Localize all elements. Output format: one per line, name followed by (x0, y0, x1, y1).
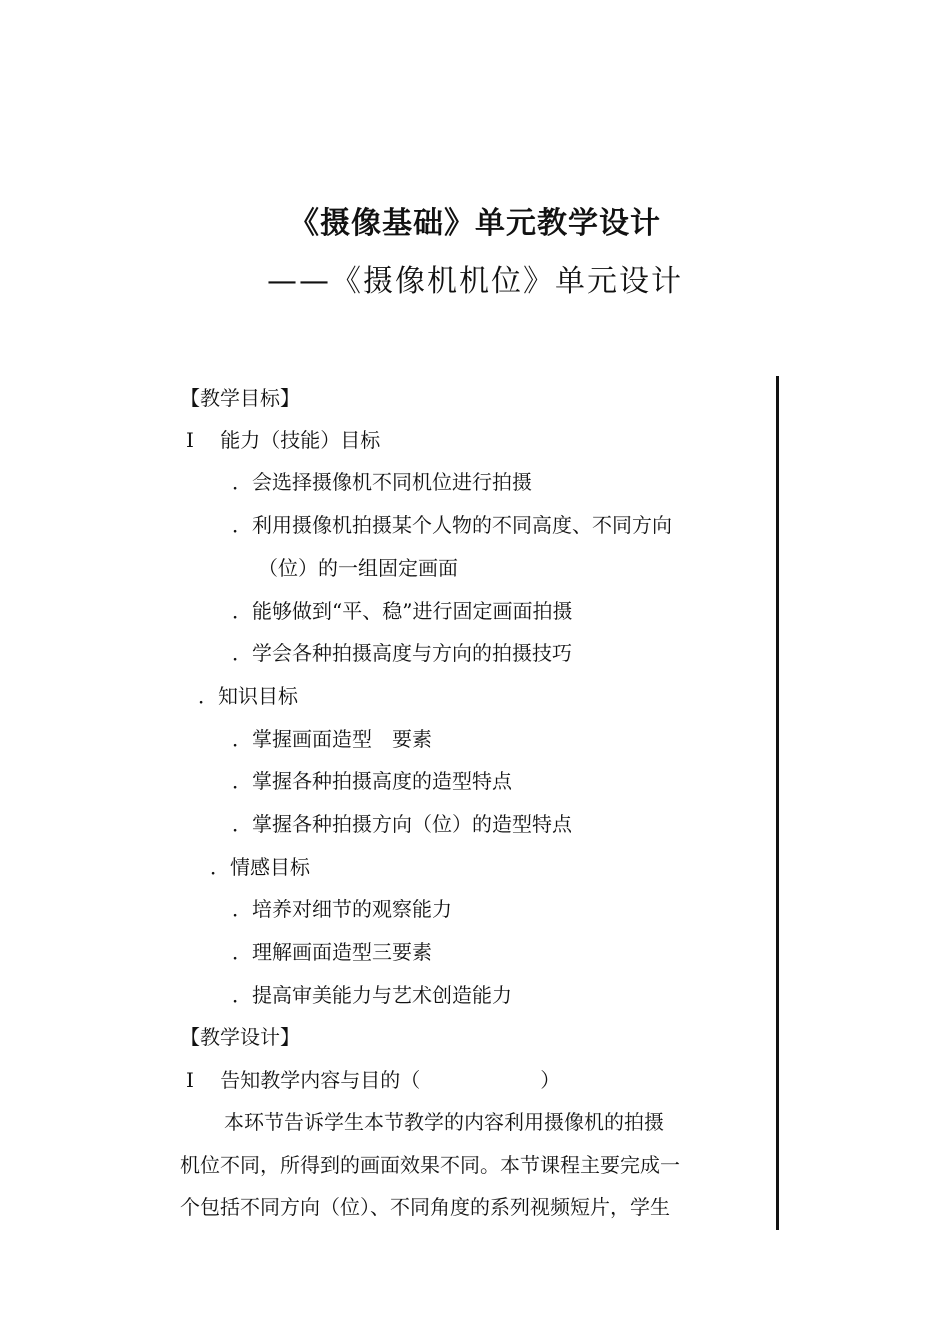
section-heading-teaching-design: 【教学设计】 (180, 1025, 300, 1049)
list-item: ．会选择摄像机不同机位进行拍摄 (232, 470, 532, 494)
list-item-continuation: （位）的一组固定画面 (258, 556, 458, 580)
section-heading-teaching-goals: 【教学目标】 (180, 386, 300, 410)
goal-heading-knowledge: ．知识目标 (198, 684, 298, 708)
list-item: ．能够做到“平、稳”进行固定画面拍摄 (232, 599, 573, 623)
paragraph-line: 本环节告诉学生本节教学的内容利用摄像机的拍摄 (224, 1110, 664, 1134)
list-item: ．学会各种拍摄高度与方向的拍摄技巧 (232, 641, 572, 665)
paragraph-line: 机位不同，所得到的画面效果不同。本节课程主要完成一 (180, 1153, 680, 1177)
document-title: 《摄像基础》单元教学设计 (289, 206, 661, 241)
list-item: ．掌握各种拍摄高度的造型特点 (232, 769, 512, 793)
document-subtitle: ——《摄像机机位》单元设计 (267, 264, 683, 299)
list-item: ．提高审美能力与艺术创造能力 (232, 983, 512, 1007)
design-step-heading: I 告知教学内容与目的（ ） (186, 1068, 561, 1092)
right-margin-rule (776, 376, 779, 1230)
list-item: ．理解画面造型三要素 (232, 940, 432, 964)
list-item: ．培养对细节的观察能力 (232, 897, 452, 921)
goal-heading-emotion: ．情感目标 (210, 855, 310, 879)
list-item: ．掌握各种拍摄方向（位）的造型特点 (232, 812, 572, 836)
list-item: ．利用摄像机拍摄某个人物的不同高度、不同方向 (232, 513, 672, 537)
goal-heading-ability: I 能力（技能）目标 (186, 428, 381, 452)
paragraph-line: 个包括不同方向（位）、不同角度的系列视频短片，学生 (180, 1195, 670, 1219)
list-item: ．掌握画面造型 要素 (232, 727, 432, 751)
